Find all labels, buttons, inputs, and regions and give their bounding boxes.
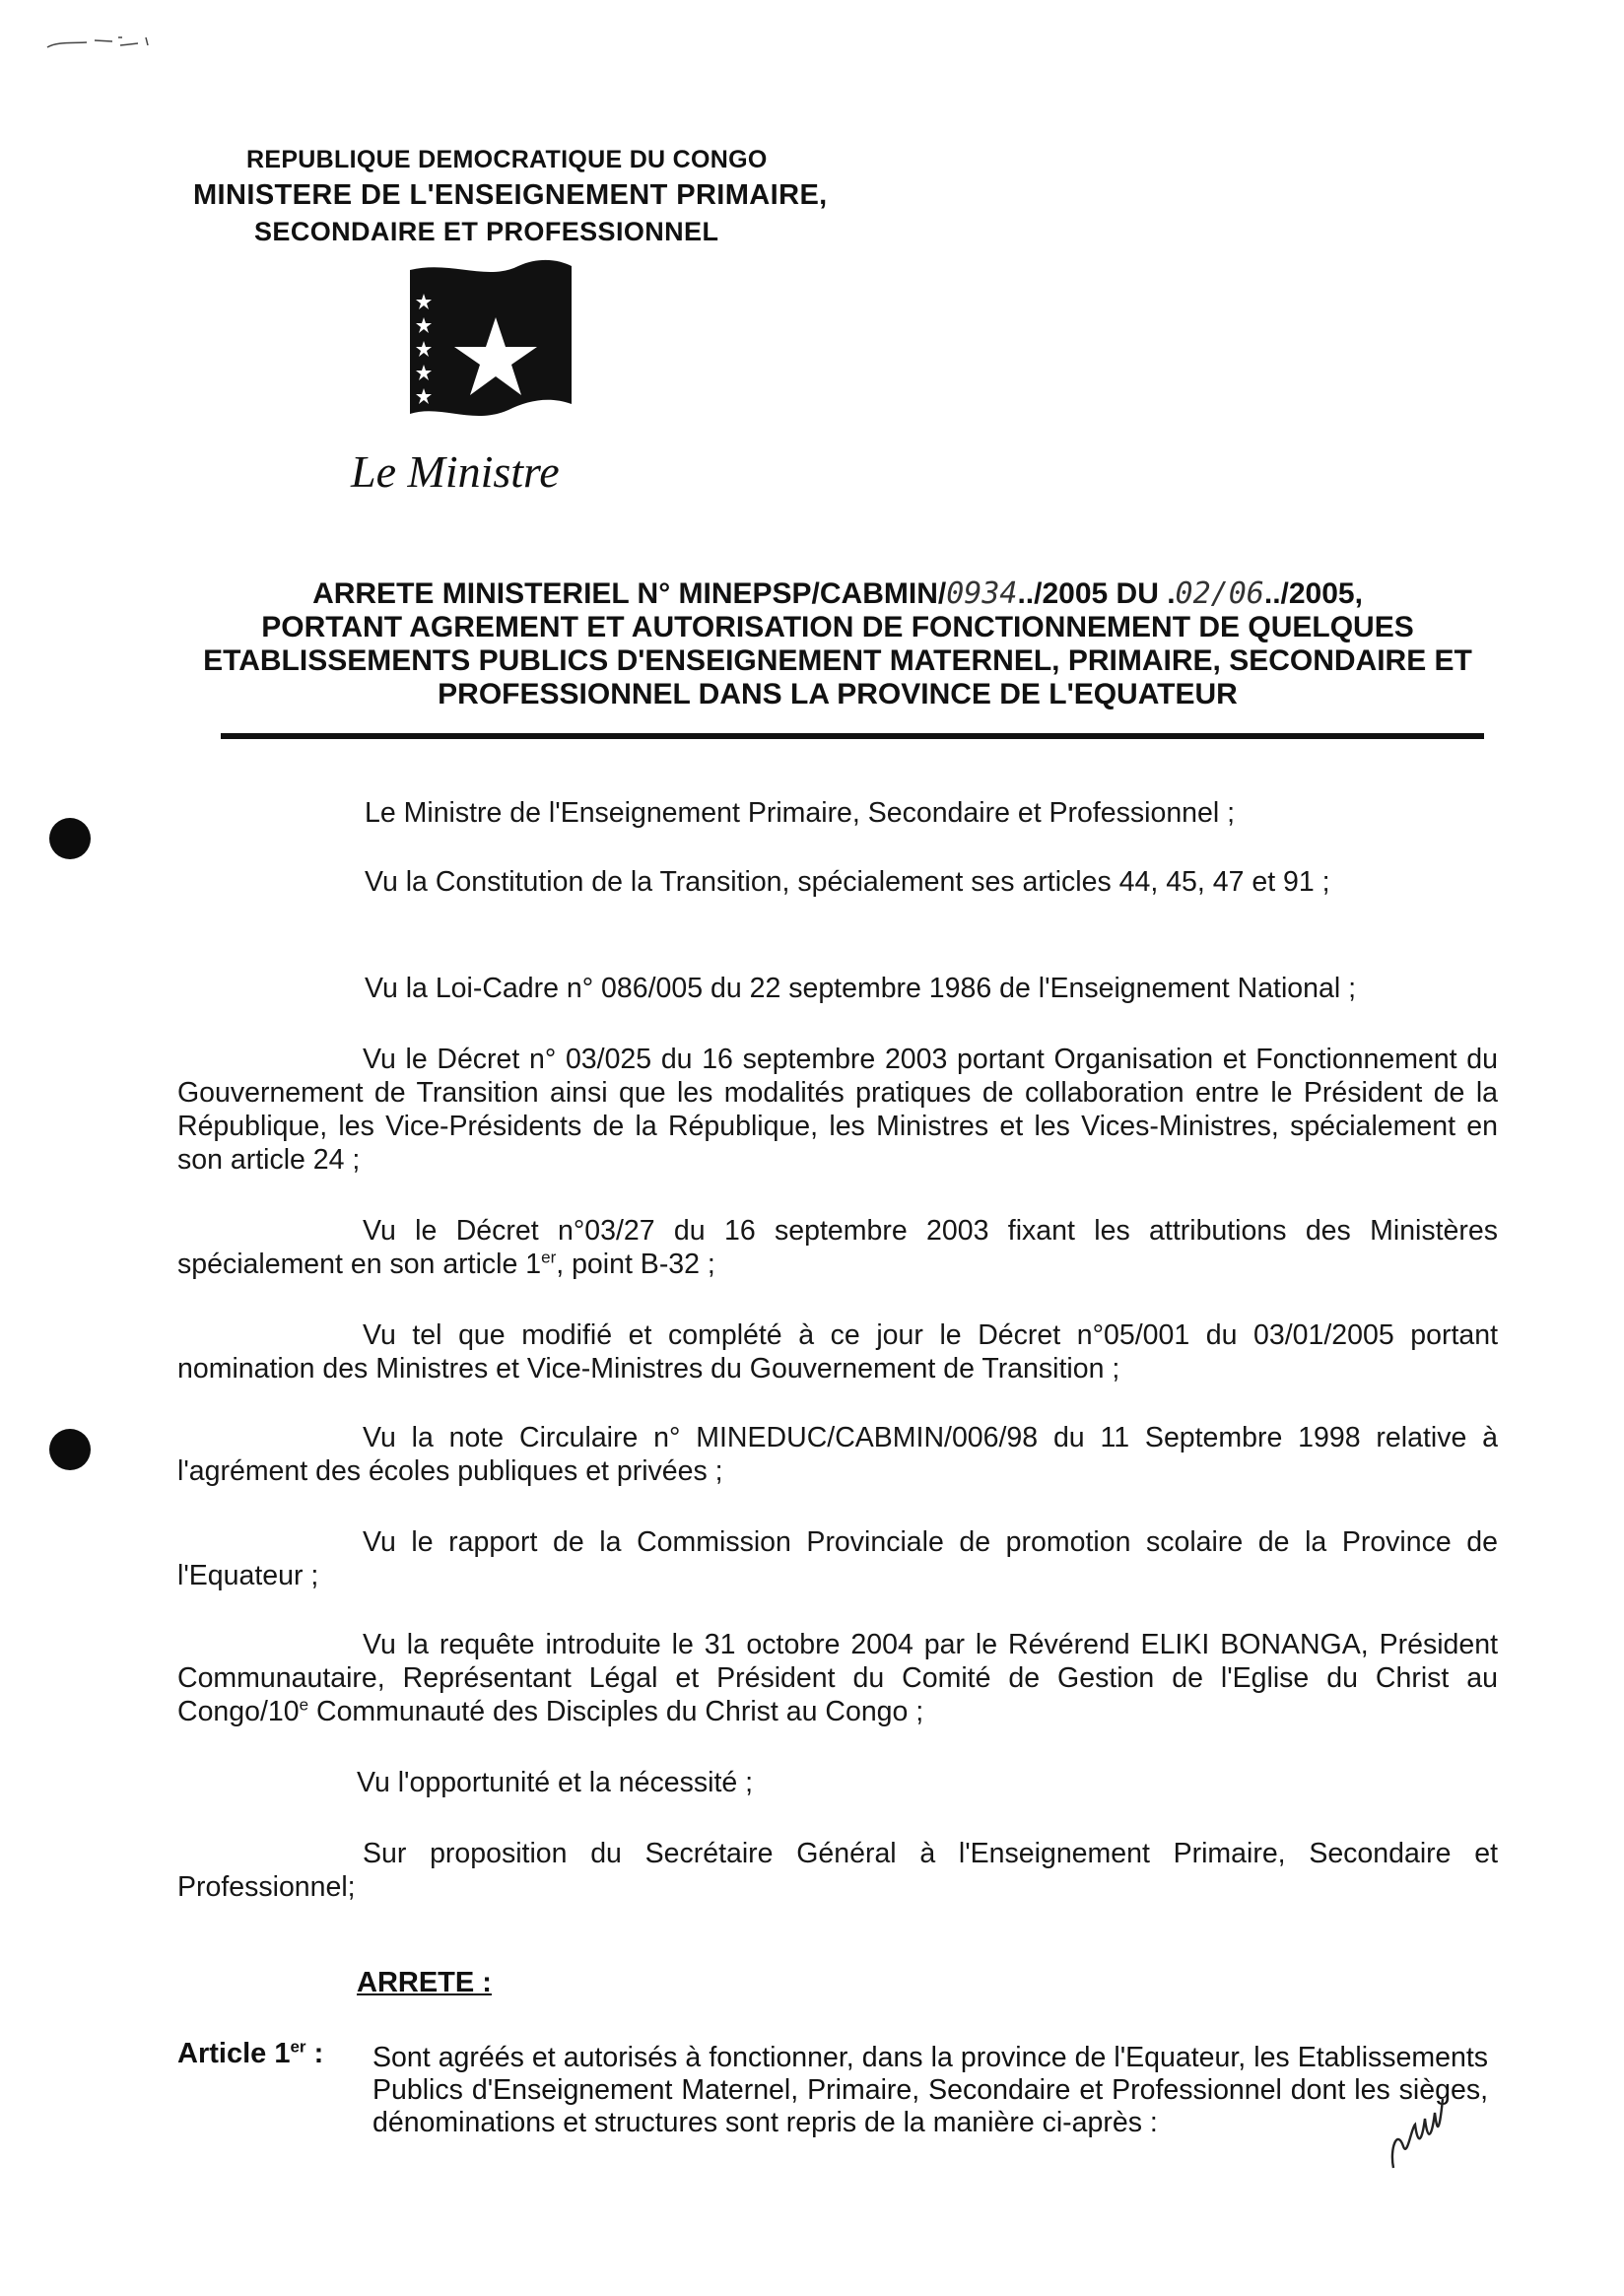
handwritten-number: 0934 [946, 576, 1018, 611]
punch-hole-top [49, 818, 91, 859]
preamble-decret-05-001: Vu tel que modifié et complété à ce jour le Décret n°05/001 du 03/01/2005 portant nomination des Ministres et Vice-Ministres du Gouvernement de Transition ; [177, 1319, 1498, 1384]
article-1-label: Article 1er : [177, 2037, 324, 2069]
preamble-proposition: Sur proposition du Secrétaire Général à l'Enseignement Primaire, Secondaire et Professionnel; [177, 1838, 1498, 1903]
flag-emblem-icon [402, 256, 579, 435]
header-ministry: MINISTERE DE L'ENSEIGNEMENT PRIMAIRE, [193, 179, 828, 211]
punch-hole-bottom [49, 1429, 91, 1470]
preamble-requete: Vu la requête introduite le 31 octobre 2004 par le Révérend ELIKI BONANGA, Président Communautaire, Représentant Légal et Président du Comité de Gestion de l'Eglise du Christ au Congo/10e Communauté des Disciples du Christ au Congo ; [177, 1629, 1498, 1727]
minister-signature-title: Le Ministre [351, 446, 560, 497]
preamble-minister: Le Ministre de l'Enseignement Primaire, Secondaire et Professionnel ; [365, 797, 1236, 829]
handwritten-date: 02/06 [1175, 576, 1264, 611]
arrete-heading: ARRETE : [357, 1967, 492, 1998]
preamble-loi-cadre: Vu la Loi-Cadre n° 086/005 du 22 septembre 1986 de l'Enseignement National ; [365, 973, 1357, 1004]
preamble-decret-03-025: Vu le Décret n° 03/025 du 16 septembre 2003 portant Organisation et Fonctionnement du Gouvernement de Transition ainsi que les modalités pratiques de collaboration entre le Président de la République, les Vice-Présidents de la République, les Ministres et les Vices-Ministres, spécialement en son article 24 ; [177, 1044, 1498, 1176]
decree-title-line-4: PROFESSIONNEL DANS LA PROVINCE DE L'EQUATEUR [438, 678, 1238, 710]
initials-signature [1382, 2089, 1451, 2183]
decree-title-line-1: ARRETE MINISTERIEL N° MINEPSP/CABMIN/0934../2005 DU .02/06../2005, [312, 576, 1363, 611]
header-country: REPUBLIQUE DEMOCRATIQUE DU CONGO [246, 146, 768, 173]
decree-title-line-2: PORTANT AGREMENT ET AUTORISATION DE FONCTIONNEMENT DE QUELQUES [261, 611, 1414, 643]
margin-scribble [43, 32, 162, 60]
preamble-opportunite: Vu l'opportunité et la nécessité ; [357, 1767, 754, 1798]
preamble-constitution: Vu la Constitution de la Transition, spécialement ses articles 44, 45, 47 et 91 ; [365, 866, 1330, 898]
preamble-rapport: Vu le rapport de la Commission Provinciale de promotion scolaire de la Province de l'Equateur ; [177, 1526, 1498, 1591]
header-ministry-2: SECONDAIRE ET PROFESSIONNEL [254, 217, 719, 246]
article-1-text: Sont agréés et autorisés à fonctionner, dans la province de l'Equateur, les Etablissements Publics d'Enseignement Maternel, Primaire, Secondaire et Professionnel dont les sièges, dénominations et structures sont repris de la manière ci-après : [372, 2042, 1488, 2138]
preamble-decret-03-27: Vu le Décret n°03/27 du 16 septembre 2003 fixant les attributions des Ministères spécialement en son article 1er, point B-32 ; [177, 1215, 1498, 1280]
decree-title-line-3: ETABLISSEMENTS PUBLICS D'ENSEIGNEMENT MATERNEL, PRIMAIRE, SECONDAIRE ET [203, 644, 1472, 677]
title-divider [221, 733, 1484, 739]
preamble-note-circulaire: Vu la note Circulaire n° MINEDUC/CABMIN/006/98 du 11 Septembre 1998 relative à l'agrément des écoles publiques et privées ; [177, 1422, 1498, 1487]
decree-title [158, 577, 1518, 711]
